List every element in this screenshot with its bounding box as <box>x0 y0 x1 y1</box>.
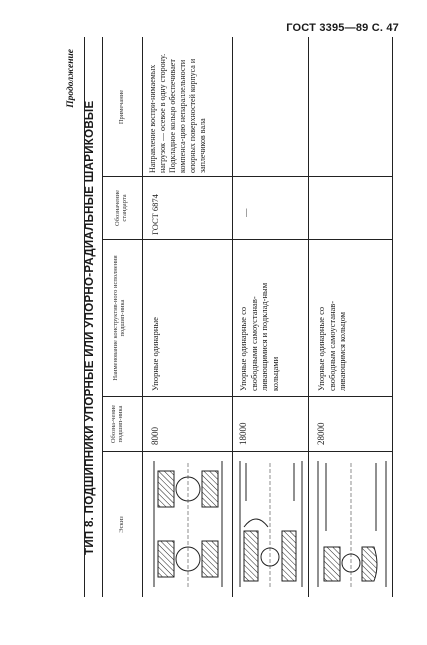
row-rule-1 <box>232 37 233 597</box>
bearing-28000-sketch <box>314 457 390 591</box>
bearing-18000-sketch <box>236 457 306 591</box>
col-sep-4 <box>102 176 392 177</box>
header-standard: Обозначение стандарта <box>114 190 129 226</box>
row-1-designation: 8000 <box>150 427 160 445</box>
row-3-designation: 28000 <box>316 422 326 445</box>
page-header: ГОСТ 3395—89 С. 47 <box>286 22 399 34</box>
row-rule-2 <box>308 37 309 597</box>
section-title: ТИП 8. ПОДШИПНИКИ УПОРНЫЕ ИЛИ УПОРНО-РАДИАЛЬНЫЕ ШАРИКОВЫЕ <box>84 100 96 555</box>
row-1-note: Направление воспри-нимаемых нагрузок — осевое в одну сторону. Подкладное кольцо обеспечивает компенса-цию непараллельности опорных поверхностей корпуса и заплечиков вала <box>148 53 207 173</box>
row-3-name: Упорные одинарные со свободным самоустанав-ливающимся кольцом <box>316 300 348 391</box>
col-sep-1 <box>102 451 392 452</box>
row-2-standard: — <box>240 208 250 217</box>
header-note: Примечание <box>118 89 125 125</box>
rotated-table-page <box>66 37 392 597</box>
row-2-designation: 18000 <box>238 422 248 445</box>
col-sep-2 <box>102 396 392 397</box>
row-1-name: Упорные одинарные <box>150 317 160 391</box>
header-name: Наименование конструктив-ного исполнения подшип-ника <box>112 255 127 381</box>
table-top-rule <box>84 37 85 597</box>
header-sketch: Эскиз <box>118 516 125 533</box>
table-bottom-rule <box>392 37 393 597</box>
title-rule <box>102 37 103 597</box>
row-2-name: Упорные одинарные со свободными самоустанав-ливающимися и подклад-ным кольцами <box>238 282 280 391</box>
row-1-standard: ГОСТ 6874 <box>150 194 160 235</box>
bearing-8000-sketch <box>148 457 228 591</box>
header-rule <box>142 37 143 597</box>
header-designation: Обозна-чение подшип-ника <box>110 404 125 444</box>
continuation-label: Продолжение <box>66 49 76 108</box>
col-sep-3 <box>102 239 392 240</box>
